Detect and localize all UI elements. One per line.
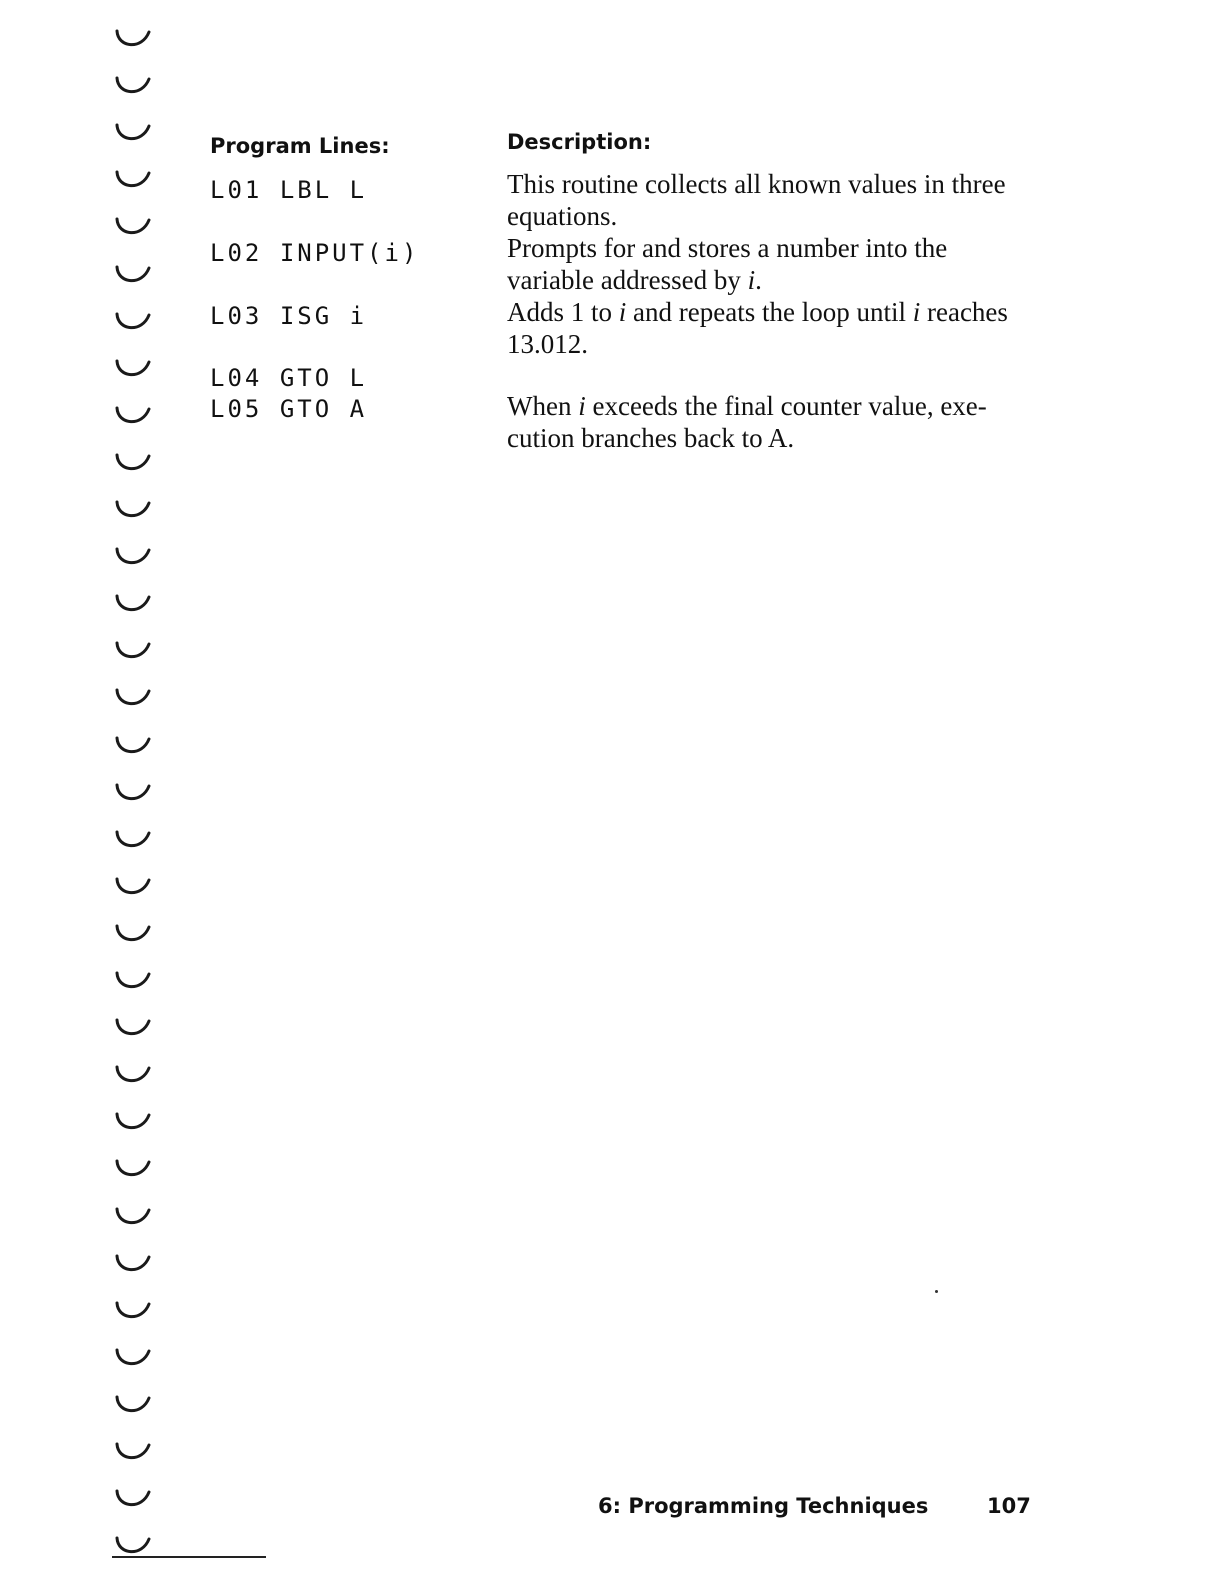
speck — [935, 1290, 938, 1293]
description-segment: exceeds the final counter value, exe-cution branches back to A. — [507, 391, 987, 453]
binding-ring-icon — [112, 1111, 156, 1135]
line-number: L05 — [210, 395, 263, 423]
description-segment: This routine collects all known values in three equations. — [507, 169, 1006, 231]
binding-ring-icon — [112, 264, 156, 288]
binding-ring-icon — [112, 1300, 156, 1324]
description-text — [507, 168, 1027, 232]
line-number: L04 — [210, 364, 263, 392]
program-line — [210, 302, 367, 330]
program-lines-heading: Program Lines: — [210, 134, 390, 158]
binding-ring-icon — [112, 1488, 156, 1512]
description-segment: Adds 1 to — [507, 297, 619, 327]
line-number: L03 — [210, 302, 263, 330]
description-segment: . — [755, 265, 762, 295]
line-number: L01 — [210, 176, 263, 204]
program-line — [210, 176, 367, 204]
binding-ring-icon — [112, 923, 156, 947]
binding-ring-icon — [112, 735, 156, 759]
binding-ring-icon — [112, 1441, 156, 1465]
bottom-rule — [112, 1556, 266, 1558]
binding-ring-icon — [112, 1158, 156, 1182]
variable-i: i — [578, 391, 586, 421]
binding-ring-icon — [112, 1206, 156, 1230]
description-segment: reaches 13.012. — [507, 297, 1008, 359]
binding-ring-icon — [112, 640, 156, 664]
binding-ring-icon — [112, 1017, 156, 1041]
binding-ring-icon — [112, 75, 156, 99]
binding-ring-icon — [112, 1347, 156, 1371]
binding-ring-icon — [112, 28, 156, 52]
line-number: L02 — [210, 239, 263, 267]
line-code: GTO A — [279, 395, 368, 423]
binding-ring-icon — [112, 311, 156, 335]
program-line — [210, 364, 367, 392]
binding-ring-icon — [112, 782, 156, 806]
binding-ring-icon — [112, 876, 156, 900]
binding-ring-icon — [112, 687, 156, 711]
description-text — [507, 390, 1027, 454]
binding-ring-icon — [112, 593, 156, 617]
description-text — [507, 232, 1027, 296]
program-line — [210, 395, 367, 423]
description-segment: Prompts for and stores a number into the variable addressed by — [507, 233, 948, 295]
description-text — [507, 296, 1027, 360]
footer-chapter-title: 6: Programming Techniques — [598, 1494, 929, 1518]
page-number: 107 — [987, 1494, 1031, 1518]
binding-ring-icon — [112, 122, 156, 146]
binding-ring-icon — [112, 405, 156, 429]
line-code: LBL L — [279, 176, 368, 204]
binding-ring-icon — [112, 216, 156, 240]
description-segment: When — [507, 391, 579, 421]
binding-ring-icon — [112, 1253, 156, 1277]
binding-ring-icon — [112, 169, 156, 193]
variable-i: i — [912, 297, 921, 327]
description-heading: Description: — [507, 130, 652, 154]
line-code: INPUT(i) — [279, 239, 420, 267]
variable-i: i — [618, 297, 627, 327]
line-code: GTO L — [279, 364, 368, 392]
spiral-binding — [100, 0, 170, 1584]
variable-i: i — [747, 265, 756, 295]
binding-ring-icon — [112, 829, 156, 853]
line-code: ISG i — [279, 302, 368, 330]
binding-ring-icon — [112, 970, 156, 994]
binding-ring-icon — [112, 358, 156, 382]
binding-ring-icon — [112, 499, 156, 523]
binding-ring-icon — [112, 452, 156, 476]
binding-ring-icon — [112, 1394, 156, 1418]
description-segment: and repeats the loop until — [626, 297, 913, 327]
binding-ring-icon — [112, 1064, 156, 1088]
binding-ring-icon — [112, 546, 156, 570]
program-line — [210, 239, 419, 267]
